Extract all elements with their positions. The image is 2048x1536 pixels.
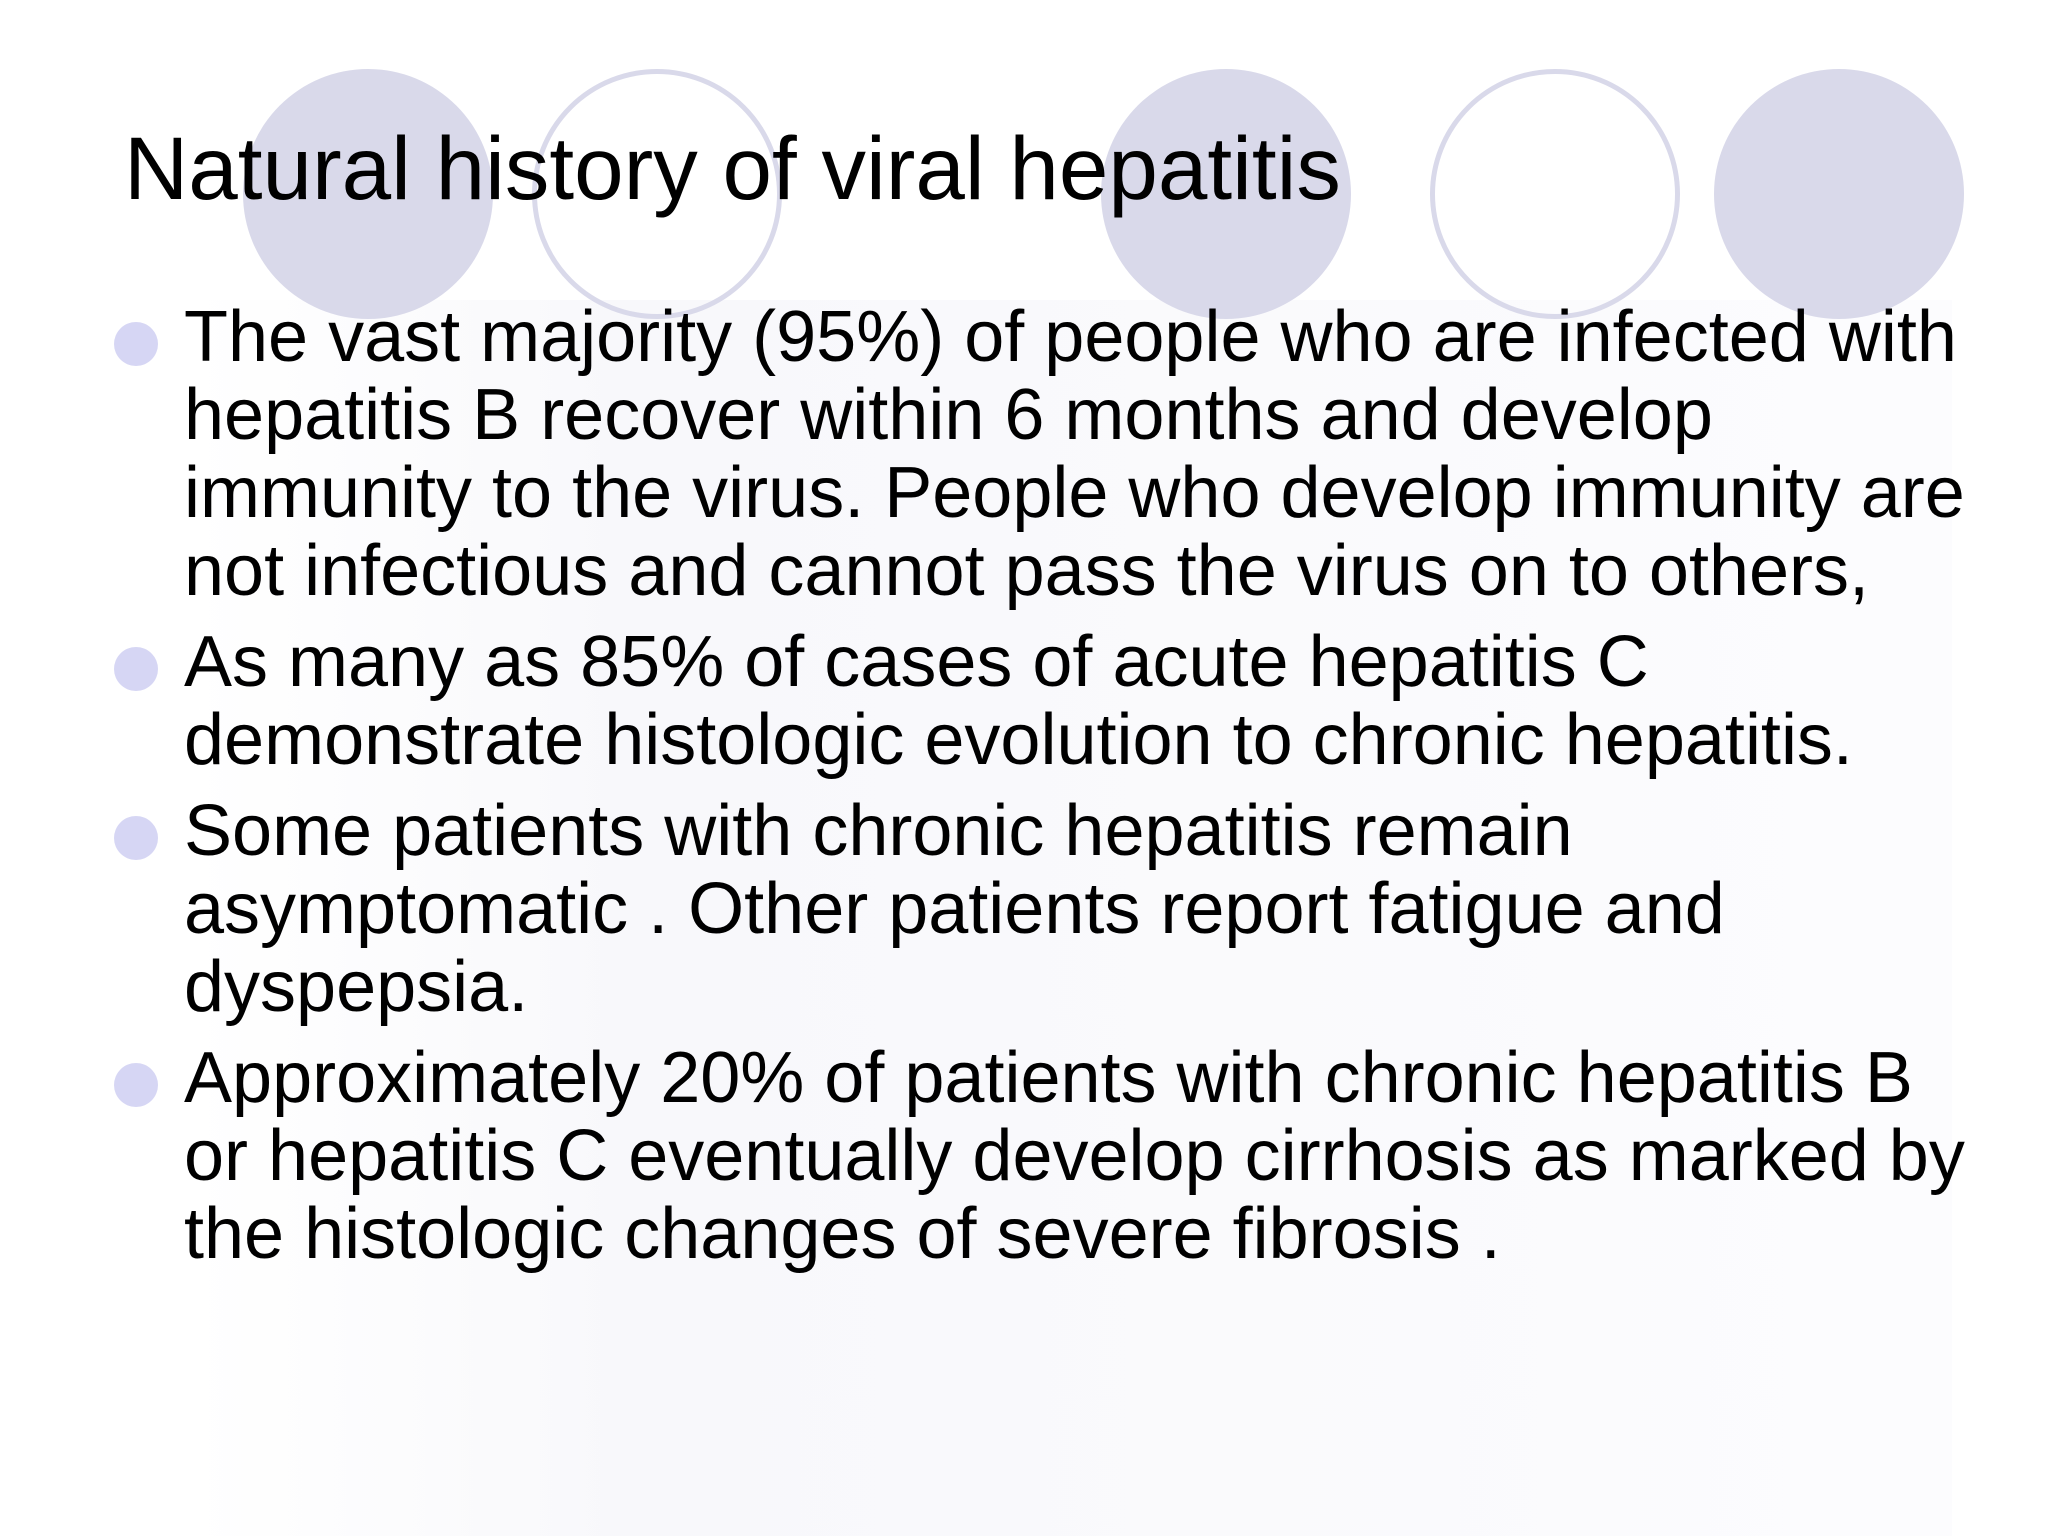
bullet-dot-icon (114, 1063, 158, 1107)
bullet-text: Approximately 20% of patients with chronic hepatitis B or hepatitis C eventually develop cirrhosis as marked by the histologic changes of severe fibrosis . (184, 1038, 1965, 1274)
slide-title: Natural history of viral hepatitis (124, 118, 1341, 218)
bullet-dot-icon (114, 647, 158, 691)
bullet-dot-icon (114, 322, 158, 366)
decorative-outline-circle (1430, 69, 1680, 319)
bullet-item (112, 792, 1992, 1026)
bullet-dot-icon (114, 816, 158, 860)
bullet-text: As many as 85% of cases of acute hepatitis C demonstrate histologic evolution to chronic hepatitis. (184, 622, 1853, 780)
bullet-item (112, 1039, 1992, 1273)
decorative-filled-circle (1714, 69, 1964, 319)
bullet-list (112, 298, 1992, 1286)
bullet-text: The vast majority (95%) of people who are infected with hepatitis B recover within 6 months and develop immunity to the virus. People who develop immunity are not infectious and cannot pass the virus on to others, (184, 297, 1965, 611)
bullet-text: Some patients with chronic hepatitis remain asymptomatic . Other patients report fatigue and dyspepsia. (184, 791, 1725, 1027)
bullet-item (112, 623, 1992, 779)
bullet-item (112, 298, 1992, 610)
